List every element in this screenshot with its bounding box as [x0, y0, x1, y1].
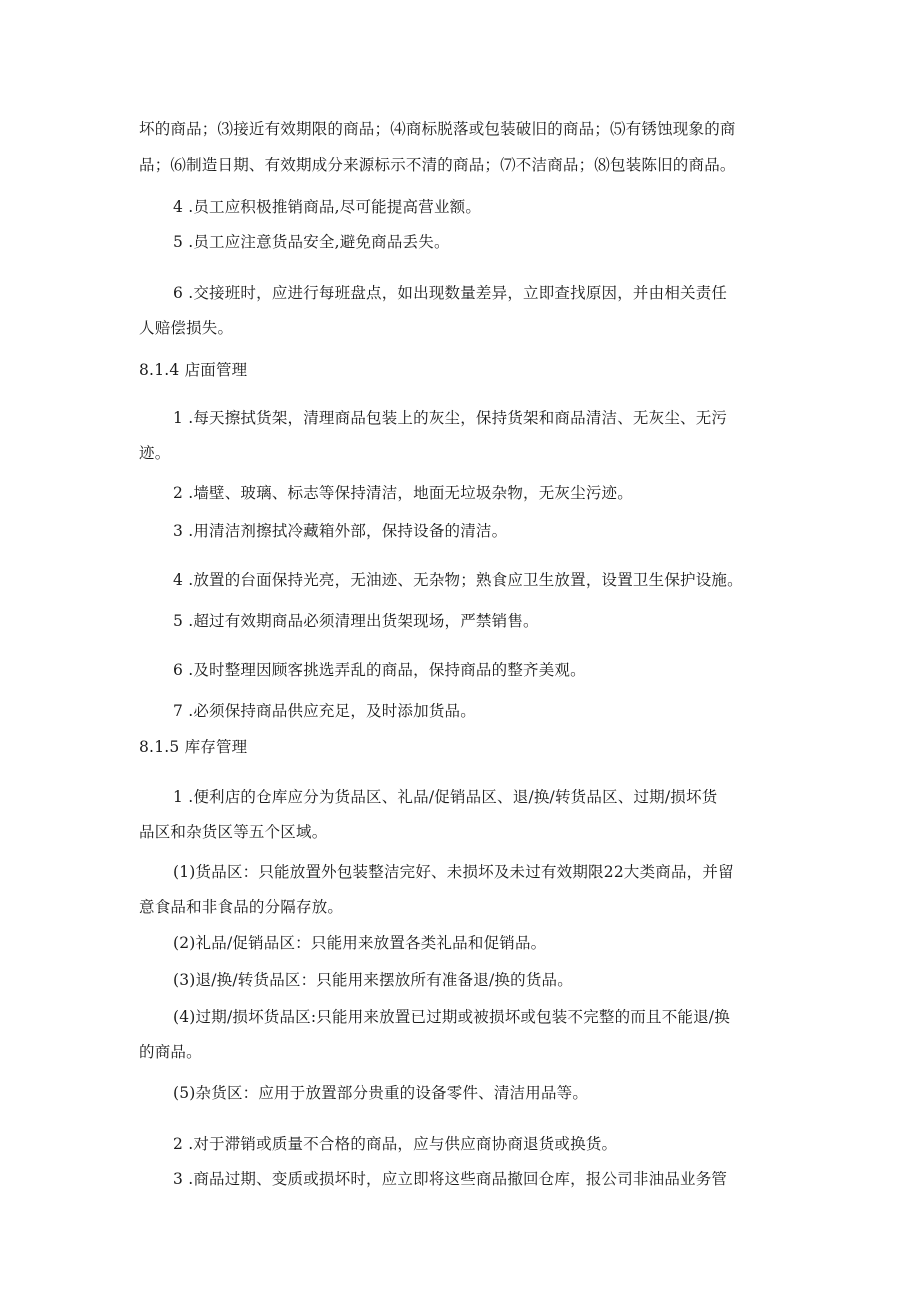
list-item: 6 .及时整理因顾客挑选弄乱的商品，保持商品的整齐美观。 [173, 661, 586, 679]
text-line: 迹。 [139, 444, 171, 462]
text-line: 品；⑹制造日期、有效期成分来源标示不清的商品；⑺不洁商品；⑻包装陈旧的商品。 [139, 156, 736, 174]
list-item: (5)杂货区：应用于放置部分贵重的设备零件、清洁用品等。 [173, 1084, 589, 1102]
text-line: 人赔偿损失。 [139, 319, 234, 337]
list-item: 5 .员工应注意货品安全,避免商品丢失。 [173, 233, 450, 251]
text-line: 的商品。 [139, 1043, 202, 1061]
list-item: 5 .超过有效期商品必须清理出货架现场，严禁销售。 [173, 612, 539, 630]
list-item: (4)过期/损坏货品区:只能用来放置已过期或被损坏或包装不完整的而且不能退/换 [173, 1008, 730, 1026]
list-item: 3 .商品过期、变质或损坏时，应立即将这些商品撤回仓库，报公司非油品业务管 [173, 1170, 728, 1188]
list-item: 6 .交接班时，应进行每班盘点，如出现数量差异，立即查找原因，并由相关责任 [173, 284, 728, 302]
list-item: (1)货品区：只能放置外包装整洁完好、未损坏及未过有效期限22大类商品，并留 [173, 863, 734, 881]
section-heading: 8.1.4 店面管理 [139, 361, 248, 379]
list-item: 3 .用清洁剂擦拭冷藏箱外部，保持设备的清洁。 [173, 522, 508, 540]
text-line: 品区和杂货区等五个区域。 [139, 823, 328, 841]
list-item: 2 .对于滞销或质量不合格的商品，应与供应商协商退货或换货。 [173, 1135, 618, 1153]
list-item: (2)礼品/促销品区：只能用来放置各类礼品和促销品。 [173, 934, 547, 952]
list-item: 7 .必须保持商品供应充足，及时添加货品。 [173, 702, 476, 720]
list-item: 1 .每天擦拭货架，清理商品包装上的灰尘，保持货架和商品清洁、无灰尘、无污 [173, 409, 728, 427]
list-item: 4 .放置的台面保持光亮，无油迹、无杂物；熟食应卫生放置，设置卫生保护设施。 [173, 571, 743, 589]
list-item: (3)退/换/转货品区：只能用来摆放所有准备退/换的货品。 [173, 971, 573, 989]
list-item: 1 .便利店的仓库应分为货品区、礼品/促销品区、退/换/转货品区、过期/损坏货 [173, 788, 718, 806]
section-heading: 8.1.5 库存管理 [139, 738, 248, 756]
text-line: 意食品和非食品的分隔存放。 [139, 898, 344, 916]
list-item: 4 .员工应积极推销商品,尽可能提高营业额。 [173, 198, 482, 216]
list-item: 2 .墙壁、玻璃、标志等保持清洁，地面无垃圾杂物，无灰尘污迹。 [173, 484, 633, 502]
text-line: 坏的商品；⑶接近有效期限的商品；⑷商标脱落或包装破旧的商品；⑸有锈蚀现象的商 [139, 120, 736, 138]
